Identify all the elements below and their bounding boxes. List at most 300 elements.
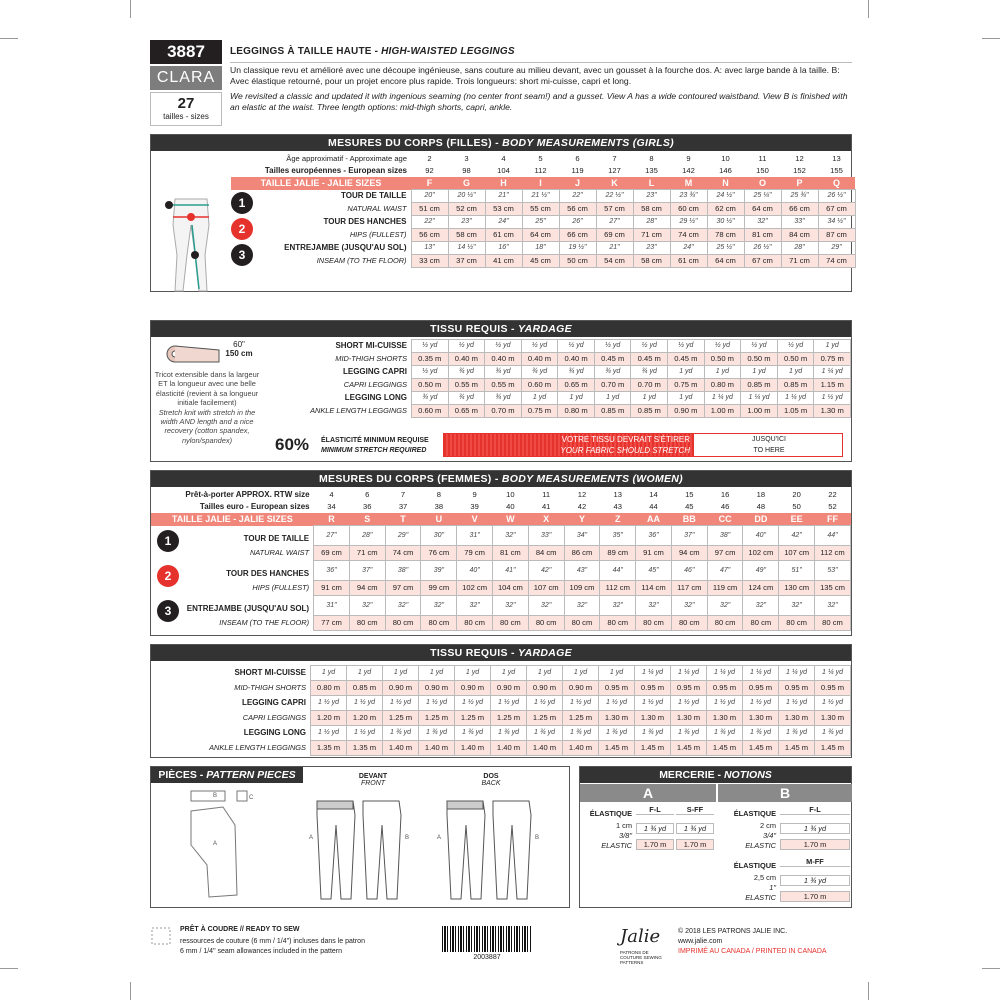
- girls-m-value: 0.70 m: [631, 379, 668, 392]
- inseam-cm-value: 67 cm: [744, 255, 781, 268]
- girls-yd-value: ¾ yd: [412, 392, 449, 405]
- girls-m-value: 0.45 m: [631, 353, 668, 366]
- women-jalie-row: [151, 513, 851, 526]
- waist-cm-row: [231, 203, 855, 216]
- measure-marker-3: 3: [231, 244, 253, 266]
- girls-m-value: 0.55 m: [485, 379, 522, 392]
- fabric-note: Tricot extensible dans la largeur ET la longueur avec une belle élasticité (revient à sa longueur initiale facilement) Stretch knit with stretch in the width AND length and a nice recovery (cotton spandex, nylon/spandex): [154, 370, 260, 445]
- notions-b2-size-in: 1": [769, 883, 776, 892]
- women-m-value: 1.30 m: [671, 711, 707, 726]
- women-m-value: 0.95 m: [743, 681, 779, 696]
- pattern-title: LEGGINGS À TAILLE HAUTE - HIGH-WAISTED LEGGINGS: [230, 46, 515, 57]
- hips-in-value: 34 ½": [818, 216, 855, 229]
- women-m-value: 0.90 m: [491, 681, 527, 696]
- waist-label-cell: 1 TOUR DE TAILLE: [231, 190, 411, 203]
- rtw-value: 4: [329, 490, 334, 499]
- hips-in-value: 29 ½": [670, 216, 707, 229]
- euro-size-value: 119: [571, 166, 584, 175]
- women-waist-cm-value: 112 cm: [815, 546, 851, 561]
- women-yardage-yd-row: [151, 696, 851, 711]
- inseam-in-row: [231, 242, 855, 255]
- hips-cm-value: 64 cm: [522, 229, 559, 242]
- women-jalie-value: U: [421, 513, 457, 526]
- age-value: 8: [649, 154, 654, 163]
- ready-to-sew: PRÊT À COUDRE // READY TO SEW: [180, 926, 300, 933]
- girls-yd-value: 1 yd: [777, 366, 814, 379]
- barcode: [442, 926, 532, 952]
- women-hips-cm-value: 97 cm: [385, 581, 421, 596]
- rtw-value: 12: [577, 490, 587, 499]
- jalie-logo-sub: PATRONS DE COUTURE SEWING PATTERNS: [620, 950, 662, 965]
- girls-yd-value: ½ yd: [631, 340, 668, 353]
- women-m-value: 1.20 m: [347, 711, 383, 726]
- pattern-pieces-title: PIÈCES - PATTERN PIECES: [151, 767, 303, 783]
- waist-in-value: 23 ¾": [670, 190, 707, 203]
- women-hips-in-value: 40": [457, 561, 493, 581]
- front-label: DEVANT FRONT: [358, 773, 388, 787]
- women-hips-in-value: 43": [564, 561, 600, 581]
- women-inseam-in-value: 32": [671, 596, 707, 616]
- girls-yd-value: 1 ¼ yd: [814, 366, 851, 379]
- women-euro-value: 45: [685, 502, 694, 511]
- girls-yd-value: ½ yd: [741, 340, 778, 353]
- hips-in-value: 33": [781, 216, 818, 229]
- women-yardage-en-label: ANKLE LENGTH LEGGINGS: [209, 743, 306, 752]
- age-value: 13: [832, 154, 841, 163]
- girls-yd-value: ¾ yd: [594, 366, 631, 379]
- women-measure-marker-1: 1: [157, 530, 179, 552]
- women-waist-cm-value: 91 cm: [636, 546, 672, 561]
- sizes-count: 27: [177, 95, 195, 112]
- women-yd-value: 1 ½ yd: [563, 696, 599, 711]
- rtw-value: 11: [542, 490, 551, 499]
- girls-m-value: 0.50 m: [741, 353, 778, 366]
- women-hips-cm-value: 107 cm: [528, 581, 564, 596]
- women-yardage-m-row: [151, 681, 851, 696]
- women-yd-value: 1 ½ yd: [347, 696, 383, 711]
- women-hips-cm-value: 135 cm: [815, 581, 851, 596]
- women-jalie-value: T: [385, 513, 421, 526]
- age-value: 10: [721, 154, 730, 163]
- women-yd-value: 1 ½ yd: [779, 696, 815, 711]
- women-m-value: 0.95 m: [599, 681, 635, 696]
- women-m-value: 0.80 m: [311, 681, 347, 696]
- euro-size-value: 127: [608, 166, 621, 175]
- women-yd-value: 1 yd: [563, 666, 599, 681]
- women-hips-cm-value: 119 cm: [707, 581, 743, 596]
- women-inseam-in-value: 32": [707, 596, 743, 616]
- waist-en-label: NATURAL WAIST: [347, 204, 407, 213]
- women-inseam-cm-value: 80 cm: [707, 616, 743, 631]
- women-jalie-value: DD: [743, 513, 779, 526]
- women-hips-in-value: 53": [815, 561, 851, 581]
- hips-cm-row: [231, 229, 855, 242]
- women-m-value: 1.25 m: [527, 711, 563, 726]
- girls-yardage-table: [271, 339, 851, 418]
- women-hips-cm-value: 117 cm: [671, 581, 707, 596]
- women-inseam-in-value: 32": [385, 596, 421, 616]
- women-m-value: 0.90 m: [383, 681, 419, 696]
- girls-yd-value: ¾ yd: [558, 366, 595, 379]
- women-inseam-in-value: 32": [815, 596, 851, 616]
- hips-in-value: 22": [411, 216, 448, 229]
- women-waist-in-row: [151, 526, 851, 546]
- women-m-value: 1.25 m: [383, 711, 419, 726]
- women-waist-cm-value: 74 cm: [385, 546, 421, 561]
- women-inseam-cm-value: 80 cm: [421, 616, 457, 631]
- waist-in-value: 22 ½": [596, 190, 633, 203]
- women-yardage-en-label: MID-THIGH SHORTS: [234, 683, 306, 692]
- back-label: DOS BACK: [481, 773, 501, 787]
- women-m-value: 1.30 m: [599, 711, 635, 726]
- inseam-cm-value: 71 cm: [781, 255, 818, 268]
- women-euro-value: 48: [756, 502, 766, 511]
- women-waist-cm-value: 69 cm: [314, 546, 350, 561]
- girls-measurements-table: [231, 153, 856, 268]
- waist-in-value: 26 ½": [818, 190, 855, 203]
- stretch-to-en: TO HERE: [753, 447, 785, 454]
- inseam-cm-row: [231, 255, 855, 268]
- hips-cm-value: 56 cm: [411, 229, 448, 242]
- women-jalie-value: Z: [600, 513, 636, 526]
- women-waist-in-value: 29": [385, 526, 421, 546]
- barcode-number: 2003887: [473, 954, 501, 961]
- women-yardage-en-label: CAPRI LEGGINGS: [242, 713, 306, 722]
- hips-cm-value: 84 cm: [781, 229, 818, 242]
- jalie-size-value: N: [707, 177, 744, 190]
- women-hips-en-label: HIPS (FULLEST): [252, 583, 310, 592]
- girls-yd-value: ½ yd: [448, 340, 485, 353]
- women-inseam-cm-value: 80 cm: [600, 616, 636, 631]
- women-euro-value: 37: [398, 502, 408, 511]
- women-waist-cm-value: 89 cm: [600, 546, 636, 561]
- women-inseam-cm-value: 77 cm: [314, 616, 350, 631]
- notions-b2-m: 1.70 m: [780, 891, 850, 902]
- girls-m-value: 0.70 m: [485, 405, 522, 418]
- women-hips-in-value: 44": [600, 561, 636, 581]
- women-yd-value: 1 ¾ yd: [455, 726, 491, 741]
- girls-yd-value: ¾ yd: [521, 366, 558, 379]
- notions-b-v1-m: 1.70 m: [780, 839, 850, 850]
- notions-title: MERCERIE - NOTIONS: [580, 767, 851, 783]
- girls-yd-value: 1 yd: [594, 392, 631, 405]
- women-yd-value: 1 ¼ yd: [743, 666, 779, 681]
- women-m-value: 1.40 m: [527, 741, 563, 756]
- notions-b-size-cm: 2 cm: [759, 821, 776, 830]
- girls-yd-value: ½ yd: [412, 340, 449, 353]
- rtw-value: 7: [400, 490, 406, 499]
- age-value: 7: [612, 154, 617, 163]
- hips-in-value: 27": [596, 216, 633, 229]
- girls-yd-value: ¾ yd: [631, 366, 668, 379]
- women-yardage-section: [150, 644, 852, 758]
- notions-b-v1-yd: 1 ¾ yd: [780, 823, 850, 834]
- women-euro-value: 42: [577, 502, 587, 511]
- notions-a-v1-yd: 1 ¾ yd: [636, 823, 674, 834]
- girls-measurements-section: [150, 134, 852, 292]
- women-yd-value: 1 ½ yd: [815, 696, 851, 711]
- women-euro-label: Tailles euro - European sizes: [199, 502, 310, 511]
- girls-m-value: 0.65 m: [558, 379, 595, 392]
- women-yd-value: 1 yd: [311, 666, 347, 681]
- notions-a-v2-m: 1.70 m: [676, 839, 714, 850]
- girls-yardage-label: LEGGING CAPRI: [342, 367, 407, 376]
- girls-m-value: 0.80 m: [558, 405, 595, 418]
- view-a-header: A: [580, 784, 716, 802]
- girls-yardage-m-row: [271, 353, 851, 366]
- girls-m-value: 0.70 m: [594, 379, 631, 392]
- women-m-value: 1.45 m: [815, 741, 851, 756]
- women-hips-in-value: 36": [314, 561, 350, 581]
- women-waist-cm-value: 102 cm: [743, 546, 779, 561]
- girls-m-value: 0.45 m: [668, 353, 705, 366]
- body-figure-illustration: [155, 195, 227, 295]
- footer: [150, 924, 852, 972]
- women-waist-cm-value: 94 cm: [671, 546, 707, 561]
- women-hips-cm-value: 130 cm: [779, 581, 815, 596]
- rtw-value: 18: [756, 490, 766, 499]
- rtw-label: Prêt-à-porter APPROX. RTW size: [185, 490, 310, 499]
- women-hips-cm-value: 114 cm: [636, 581, 672, 596]
- women-inseam-cm-value: 80 cm: [457, 616, 493, 631]
- age-value: 4: [501, 154, 506, 163]
- women-m-value: 1.35 m: [347, 741, 383, 756]
- women-jalie-value: V: [457, 513, 493, 526]
- women-m-value: 0.95 m: [779, 681, 815, 696]
- women-hips-in-value: 37": [349, 561, 385, 581]
- women-yardage-yd-row: [151, 666, 851, 681]
- girls-yd-value: ¾ yd: [485, 392, 522, 405]
- women-euro-value: 40: [506, 502, 515, 511]
- women-inseam-in-value: 32": [779, 596, 815, 616]
- women-inseam-cm-value: 80 cm: [779, 616, 815, 631]
- women-inseam-in-row: [151, 596, 851, 616]
- girls-yardage-m-row: [271, 405, 851, 418]
- women-inseam-in-value: 32": [457, 596, 493, 616]
- girls-m-value: 1.15 m: [814, 379, 851, 392]
- women-waist-cm-value: 76 cm: [421, 546, 457, 561]
- inseam-cm-value: 41 cm: [485, 255, 522, 268]
- women-waist-in-value: 31": [457, 526, 493, 546]
- rtw-row: [151, 489, 851, 501]
- women-euro-value: 34: [327, 502, 336, 511]
- garment-sketches: [309, 795, 569, 907]
- hips-cm-value: 58 cm: [448, 229, 485, 242]
- crop-mark: [868, 0, 869, 18]
- women-m-value: 0.85 m: [347, 681, 383, 696]
- seam-allowance-en: 6 mm / 1/4" seam allowances included in the pattern: [180, 948, 343, 955]
- inseam-in-value: 29": [818, 242, 855, 255]
- women-euro-row: [151, 501, 851, 513]
- women-yd-value: 1 yd: [491, 666, 527, 681]
- euro-size-value: 92: [425, 166, 434, 175]
- view-a-back-label: A: [437, 835, 442, 841]
- waist-cm-value: 58 cm: [633, 203, 670, 216]
- jalie-size-value: P: [781, 177, 818, 190]
- notions-a-v1-m: 1.70 m: [636, 839, 674, 850]
- women-m-value: 0.95 m: [671, 681, 707, 696]
- rtw-value: 6: [365, 490, 370, 499]
- notions-section: [579, 766, 852, 908]
- girls-yd-value: 1 yd: [668, 392, 705, 405]
- women-inseam-cm-value: 80 cm: [385, 616, 421, 631]
- women-euro-value: 52: [828, 502, 837, 511]
- measure-marker-2: 2: [231, 218, 253, 240]
- girls-yardage-section: [150, 320, 852, 462]
- women-m-value: 0.90 m: [455, 681, 491, 696]
- women-measurements-title: MESURES DU CORPS (FEMMES) - BODY MEASUREMENTS (WOMEN): [151, 471, 851, 487]
- waist-cm-value: 60 cm: [670, 203, 707, 216]
- pattern-number: 3887: [150, 40, 222, 64]
- crop-mark: [982, 38, 1000, 39]
- girls-m-value: 0.50 m: [777, 353, 814, 366]
- waist-in-value: 20": [411, 190, 448, 203]
- crop-mark: [982, 968, 1000, 969]
- women-yd-value: 1 ½ yd: [383, 696, 419, 711]
- women-waist-in-value: 36": [636, 526, 672, 546]
- women-yd-value: 1 ¾ yd: [419, 726, 455, 741]
- girls-m-value: 0.75 m: [521, 405, 558, 418]
- waist-cm-value: 67 cm: [818, 203, 855, 216]
- euro-size-value: 152: [793, 166, 806, 175]
- waist-cm-value: 66 cm: [781, 203, 818, 216]
- stretch-percentage: 60%: [275, 435, 310, 454]
- women-waist-cm-row: [151, 546, 851, 561]
- inseam-cm-value: 58 cm: [633, 255, 670, 268]
- jalie-size-value: O: [744, 177, 781, 190]
- girls-m-value: 0.85 m: [594, 405, 631, 418]
- inseam-cm-value: 64 cm: [707, 255, 744, 268]
- girls-yd-value: ½ yd: [668, 340, 705, 353]
- hips-in-value: 25": [522, 216, 559, 229]
- women-waist-in-value: 42": [779, 526, 815, 546]
- girls-m-value: 0.80 m: [704, 379, 741, 392]
- girls-m-value: 0.40 m: [448, 353, 485, 366]
- euro-size-value: 146: [719, 166, 732, 175]
- women-jalie-value: W: [493, 513, 529, 526]
- women-waist-in-value: 38": [707, 526, 743, 546]
- women-m-value: 0.90 m: [419, 681, 455, 696]
- notions-a-elastic: ELASTIC: [601, 841, 632, 850]
- hips-in-value: 26": [559, 216, 596, 229]
- women-m-value: 1.20 m: [311, 711, 347, 726]
- girls-yardage-en-label: MID-THIGH SHORTS: [335, 354, 407, 363]
- waist-in-value: 25 ¾": [781, 190, 818, 203]
- inseam-in-value: 21": [596, 242, 633, 255]
- girls-m-value: 0.40 m: [558, 353, 595, 366]
- crop-mark: [130, 982, 131, 1000]
- waist-in-value: 24 ½": [707, 190, 744, 203]
- girls-m-value: 0.85 m: [741, 379, 778, 392]
- inseam-in-value: 26 ½": [744, 242, 781, 255]
- women-yardage-m-row: [151, 741, 851, 756]
- description-en: We revisited a classic and updated it with ingenious seaming (no center front seam!) and a gusset. View A has a wide contoured waistband. View B is finished with an elastic at the waist. Three length options: mid-thigh shorts, capri, ankle.: [230, 91, 848, 112]
- women-m-value: 1.30 m: [815, 711, 851, 726]
- rtw-value: 15: [685, 490, 694, 499]
- women-measure-marker-2: 2: [157, 565, 179, 587]
- women-inseam-cm-value: 80 cm: [349, 616, 385, 631]
- women-waist-cm-value: 107 cm: [779, 546, 815, 561]
- girls-yardage-label: SHORT MI-CUISSE: [335, 341, 407, 350]
- waist-cm-value: 53 cm: [485, 203, 522, 216]
- women-inseam-in-value: 31": [314, 596, 350, 616]
- women-yd-value: 1 ¾ yd: [779, 726, 815, 741]
- inseam-en-label: INSEAM (TO THE FLOOR): [316, 256, 407, 265]
- hips-in-value: 30 ½": [707, 216, 744, 229]
- notions-a-size-cm: 1 cm: [615, 821, 632, 830]
- view-b-back-label: B: [535, 835, 540, 841]
- women-jalie-value: BB: [671, 513, 707, 526]
- girls-m-value: 1.00 m: [741, 405, 778, 418]
- women-m-value: 1.45 m: [671, 741, 707, 756]
- women-jalie-value: CC: [707, 513, 743, 526]
- women-yardage-table: [151, 665, 851, 756]
- notions-a-size-in: 3/8": [619, 831, 632, 840]
- women-waist-en-label: NATURAL WAIST: [249, 548, 310, 557]
- age-value: 3: [464, 154, 469, 163]
- women-inseam-cm-row: [151, 616, 851, 631]
- jalie-size-value: M: [670, 177, 707, 190]
- women-waist-in-value: 35": [600, 526, 636, 546]
- jalie-size-value: H: [485, 177, 522, 190]
- women-hips-in-value: 42": [528, 561, 564, 581]
- women-hips-in-value: 39": [421, 561, 457, 581]
- women-yd-value: 1 ½ yd: [599, 696, 635, 711]
- women-yd-value: 1 ½ yd: [347, 726, 383, 741]
- women-yd-value: 1 ¾ yd: [383, 726, 419, 741]
- girls-yardage-en-label: ANKLE LENGTH LEGGINGS: [310, 406, 407, 415]
- age-value: 5: [538, 154, 543, 163]
- women-inseam-en-label: INSEAM (TO THE FLOOR): [219, 618, 310, 627]
- women-inseam-cm-value: 80 cm: [636, 616, 672, 631]
- women-waist-in-value: 28": [349, 526, 385, 546]
- euro-size-value: 150: [756, 166, 769, 175]
- age-value: 9: [686, 154, 691, 163]
- women-m-value: 1.30 m: [635, 711, 671, 726]
- jalie-size-value: F: [411, 177, 448, 190]
- girls-m-value: 0.45 m: [594, 353, 631, 366]
- women-hips-in-value: 45": [636, 561, 672, 581]
- women-yd-value: 1 ½ yd: [707, 696, 743, 711]
- women-m-value: 1.40 m: [383, 741, 419, 756]
- women-inseam-cm-value: 80 cm: [815, 616, 851, 631]
- women-yd-value: 1 yd: [419, 666, 455, 681]
- inseam-cm-value: 45 cm: [522, 255, 559, 268]
- women-hips-cm-value: 94 cm: [349, 581, 385, 596]
- inseam-label-cell: 3 ENTREJAMBE (JUSQU'AU SOL): [231, 242, 411, 255]
- women-m-value: 1.45 m: [779, 741, 815, 756]
- women-m-value: 1.35 m: [311, 741, 347, 756]
- hips-cm-value: 71 cm: [633, 229, 670, 242]
- notions-b2-size-cm: 2,5 cm: [753, 873, 776, 882]
- women-m-value: 0.90 m: [527, 681, 563, 696]
- girls-yd-value: ½ yd: [777, 340, 814, 353]
- seam-allowance-icon: [150, 926, 172, 946]
- sizes-label: tailles - sizes: [163, 112, 209, 121]
- women-hips-cm-value: 104 cm: [493, 581, 529, 596]
- women-measurements-table: [151, 489, 851, 631]
- jalie-size-value: G: [448, 177, 485, 190]
- waist-in-row: [231, 190, 855, 203]
- inseam-in-value: 18": [522, 242, 559, 255]
- women-hips-in-value: 49": [743, 561, 779, 581]
- girls-m-value: 0.60 m: [521, 379, 558, 392]
- women-m-value: 1.45 m: [743, 741, 779, 756]
- women-m-value: 1.25 m: [419, 711, 455, 726]
- girls-yd-value: ½ yd: [521, 340, 558, 353]
- women-hips-label-cell: 2 TOUR DES HANCHES: [151, 561, 314, 581]
- girls-yd-value: 1 yd: [741, 366, 778, 379]
